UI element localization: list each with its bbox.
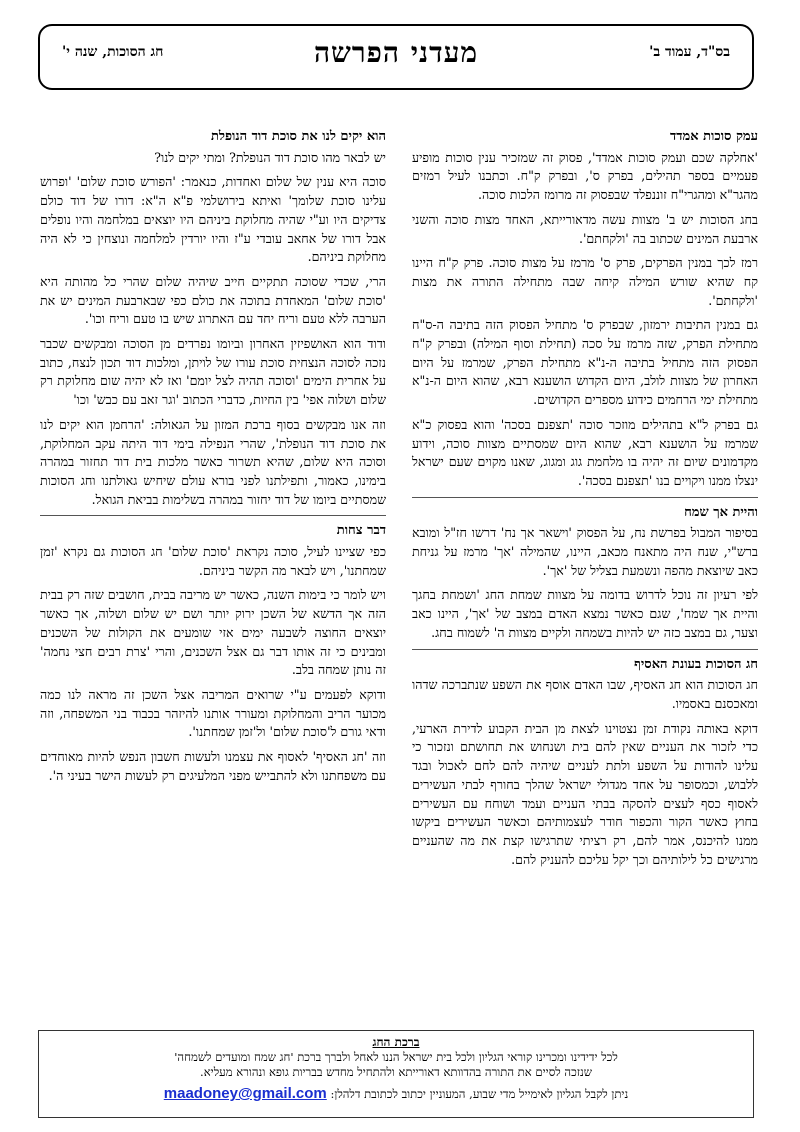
paragraph: דוקא באותה נקודת זמן נצטוינו לצאת מן הבית הקבוע לדירת הארעי, כדי לזכור את העניים שאין להם בית ושנחוש את תחושתם ונזכור כי עלינו להודות על השפע ולתת לעניים שיהיה להם לחם לאכול ובגד ללבוש, וכמסופר על אחד מגדולי ישראל שהלך בחורף לבתי העשירים לאסוף כסף לעצים להסקה בבתי העניים ועמד ושוחח עם העשירים בחוץ כאשר הקור והכפור חודר לעצמותיהם וכאשר העשירים ביקשו ממנו להיכנס, אמר להם, רק רציתי שתרגישו קצת את מה שהעניים מרגישים כל לילותיהם וכך יקל עליכם להעניק להם.	[412, 720, 758, 867]
paragraph: סוכה היא ענין של שלום ואחדות, כנאמר: 'הפורש סוכת שלום' 'ופרוש עלינו סוכת שלומך' ואיתא בירושלמי פ"א ה"א: דורו של דוד כולם צדיקים היו וע"י שהיה מחלוקת ביניהם היו יוצאים במלחמה והיו נופלים אבל דורו של אחאב עובדי ע"ז והיו יורדין למלחמה ונוצחין כי לא היה מחלוקת ביניהם.	[40, 174, 386, 265]
issue-label: חג הסוכות, שנה י'	[62, 44, 164, 60]
section-heading: הוא יקים לנו את סוכת דוד הנופלת	[210, 129, 386, 144]
footer-title: ברכת החג	[372, 1035, 420, 1049]
paragraph: חג הסוכות הוא חג האסיף, שבו האדם אוסף את השפע שנתברכה שדהו ומאכסנם באסמיו.	[412, 677, 758, 711]
paragraph: גם בפרק ל"א בתהילים מוזכר סוכה 'תצפנם בסכה' והוא בפסוק כ"א שמרמז על הושענא רבא, שהוא היום שמסתיים מצוות סוכה, וידוע מקדמונים שיום זה יהיה בו מלחמת גוג ומגוג, שאנו מקוים שעם ישראל ינצלו ממנו ויקויים בנו 'תצפנם בסכה'.	[412, 416, 758, 488]
paragraph: רמז לכך במנין הפרקים, פרק ס' מרמז על מצות סוכה. פרק ק"ח היינו קח שהיא שורש המילה קיחה שבה מתחילה התורה את מצות 'ולקחתם'.	[412, 255, 758, 308]
paragraph: בחג הסוכות יש ב' מצוות עשה מדאורייתא, האחד מצות סוכה והשני ארבעת המינים שכתוב בה 'ולקחתם'.	[412, 211, 758, 246]
page-header	[38, 24, 754, 90]
article-columns	[40, 128, 758, 1026]
right-column	[412, 128, 758, 1026]
section-heading: חג הסוכות בעונת האסיף	[634, 656, 758, 672]
left-column	[40, 128, 386, 1026]
paragraph: ודוקא לפעמים ע"י שרואים המריבה אצל השכן זה מראה לנו כמה מכוער הריב והמחלוקת ומעורר אותנו להיזהר בכבוד בני המשפחה, וזה ודאי גורם ל'סוכת שלום' ול'זמן שמחתנו'.	[40, 686, 386, 740]
section-heading: והיית אך שמח	[684, 504, 758, 520]
page-number: בס"ד, עמוד ב'	[649, 44, 730, 60]
paragraph: לפי רעיון זה נוכל לדרוש בדומה על מצוות שמחת החג 'ושמחת בחגך והיית אך שמח', שגם כאשר נמצא האדם במצב של 'אך', היינו כאב וצער, גם במצב כזה יש להיות בשמחה ולקיים מצוות ה' לשמוח בחג.	[412, 587, 758, 640]
paragraph: ודוד הוא האושפיזין האחרון וביומו נפרדים מן הסוכה ומבקשים שכבר נזכה לסוכה הנצחית סוכת עורו של לויתן, ומלכות דוד תכון לנצח, כתוב על אחרית הימים 'וסוכה תהיה לצל יומם' ואז לא יהיה שום מחלוקת רק שלום ושלוה אפי' בין החיות, כדברי הכתוב 'וגר זאב עם כבש' וכו'	[40, 336, 386, 408]
footer-subscribe	[39, 1086, 753, 1102]
footer-greeting: לכל ידידינו ומכרינו קוראי הגליון ולכל בית ישראל הננו לאחל ולברך ברכת 'חג שמח ומועדים לשמחה'	[174, 1050, 618, 1064]
paragraph: וזה אנו מבקשים בסוף ברכת המזון על הגאולה: 'הרחמן הוא יקים לנו את סוכת דוד הנופלת', שהרי הנפילה בימי דוד היתה עקב המחלוקת, וסוכה היא שלום, שהיא תשרור כאשר מלכות בית דוד תחזור במהרה בימינו, כאמור, ותפילתנו לפני בורא עולם שיחיש גאולתנו וחג הסוכות שמסתיים ביומו של דוד יחזור במהרה בשלימות בביאת הגואל.	[40, 416, 386, 507]
section-heading: דבר צחות	[336, 523, 386, 539]
article-section	[412, 497, 758, 643]
paragraph: 'אחלקה שכם ועמק סוכות אמדד', פסוק זה שמזכיר ענין סוכות מופיע פעמיים בספר תהילים, בפרק ס', ובפרק ק"ח. וכתבנו לעיל רמזים מהגר"א ומהגרי"ח זוננפלד שבפסוק זה מרומז הלכות סוכה.	[412, 149, 758, 203]
paragraph: הרי, שכדי שסוכה תתקיים חייב שיהיה שלום שהרי כל מהותה היא 'סוכת שלום' המאחדת בתוכה את כולם כפי שבארבעת המינים יש את הערבה ללא טעם וריח יחד עם האתרוג שיש בו טעם וריח וכו'.	[40, 273, 386, 327]
paragraph: יש לבאר מהו סוכת דוד הנופלת? ומתי יקים לנו?	[154, 149, 386, 165]
article-section	[40, 515, 386, 785]
email-link[interactable]: maadoney@gmail.com	[163, 1085, 327, 1102]
footer-blessing: שנזכה לסיים את התורה בהדוותא דאורייתא ולהתחיל מחדש בבריות גופא ונהורא מעליא.	[200, 1065, 592, 1079]
newsletter-title: מעדני הפרשה	[313, 36, 479, 69]
article-section	[412, 128, 758, 491]
paragraph: ויש לומר כי בימות השנה, כאשר יש מריבה בבית, חושבים שזה רק בבית הזה אך הדשא של השכן ירוק יותר ושם יש שלום ושלוה, אך כאשר יוצאים החוצה לשבעה ימים אזי שומעים את הקולות של השכנים ומבינים כי זה אותו דבר גם אצל השכנים, והרי 'צרת רבים חצי נחמה' זה נותן שמחה בלב.	[40, 587, 386, 678]
paragraph: בסיפור המבול בפרשת נח, על הפסוק 'וישאר אך נח' דרשו חז"ל ומובא ברש"י, שנח היה מתאנח מכאב, היינו, שהמילה 'אך' מרמז על גניחת כאב שיוצאת מהפה ונשמעת בצליל של 'אך'.	[412, 525, 758, 578]
article-section	[40, 128, 386, 509]
footer-box	[38, 1030, 754, 1118]
section-heading: עמק סוכות אמדד	[670, 129, 758, 144]
paragraph: וזה 'חג האסיף' לאסוף את עצמנו ולעשות חשבון הנפש להיות מאוחדים עם משפחתנו ולא להתבייש מפני המלעיגים רק לעשות הישר בעיני ה'.	[40, 749, 386, 783]
subscribe-text: ניתן לקבל הגליון לאימייל מדי שבוע, המעוניין יכתוב לכתובת דלהלן:	[330, 1087, 629, 1101]
paragraph: כפי שציינו לעיל, סוכה נקראת 'סוכת שלום' חג הסוכות גם נקרא 'זמן שמחתנו', ויש לבאר מה הקשר ביניהם.	[40, 544, 386, 578]
paragraph: גם במנין התיבות ירמזון, שבפרק ס' מתחיל הפסוק הזה בתיבה ה-ס"ח מתחילת הפרק, שזה מרמז על סכה (תחילת וסוף המילה) ובפרק ק"ח הפסוק הזה מתחיל בתיבה ה-נ"א מתחילת הפרק, שמרמז על היום האחרון של מצוות לולב, היום הקדוש הושענא רבא, שהוא היום ה-נ"א מתחילת ימי הרחמים כידוע מספרים הקדושים.	[412, 317, 758, 408]
article-section	[412, 649, 758, 870]
